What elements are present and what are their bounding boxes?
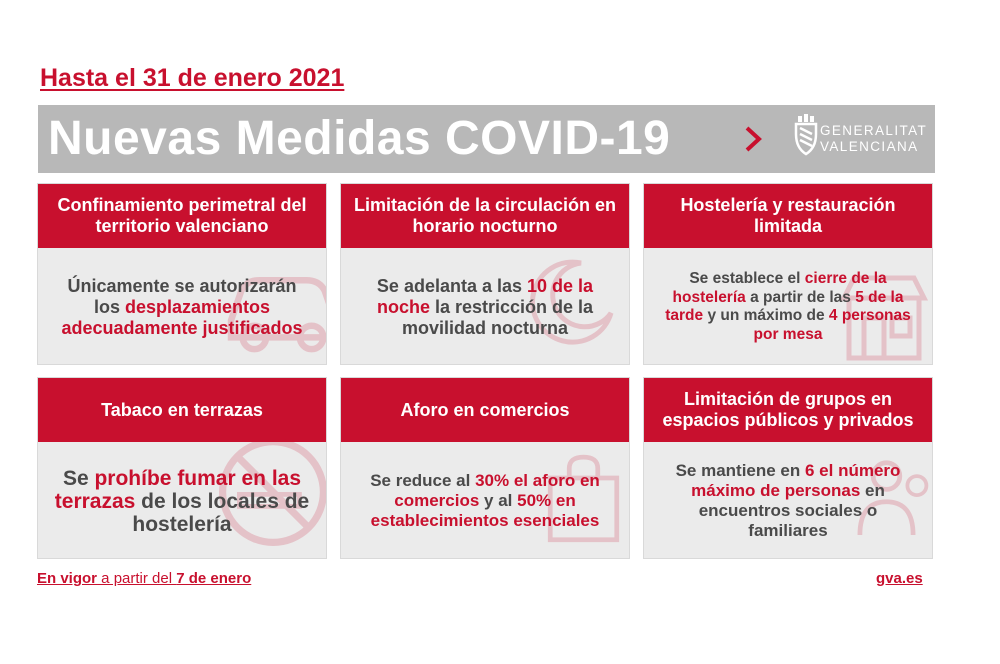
- card-body: [644, 442, 932, 559]
- card-body: [38, 442, 326, 559]
- wordmark-line2: VALENCIANA: [820, 139, 919, 154]
- footer-en-vigor: En vigor: [37, 570, 98, 587]
- card-text: [658, 461, 918, 541]
- card-body: [341, 442, 629, 559]
- card-title: Limitación de la circulación en horario nocturno: [341, 184, 629, 248]
- highlighted-text: 30% el aforo en comercios: [394, 471, 600, 510]
- highlighted-text: prohíbe fumar en las terrazas: [54, 466, 302, 513]
- card-title: Aforo en comercios: [341, 378, 629, 442]
- body-text: Se: [62, 466, 95, 490]
- card-circulacion: [340, 183, 630, 365]
- body-text: la restricción de la movilidad nocturna: [401, 296, 594, 338]
- card-grupos: [643, 377, 933, 559]
- highlighted-text: 4 personas por mesa: [753, 307, 911, 343]
- effective-date-note: [37, 570, 251, 587]
- card-title: Hostelería y restauración limitada: [644, 184, 932, 248]
- card-body: [644, 248, 932, 365]
- card-tabaco: [37, 377, 327, 559]
- validity-date: Hasta el 31 de enero 2021: [40, 64, 345, 92]
- body-text: y un máximo de: [703, 307, 829, 324]
- card-text: [658, 270, 918, 344]
- chevron-right-icon: [741, 125, 765, 153]
- card-title: Tabaco en terrazas: [38, 378, 326, 442]
- body-text: en encuentros sociales o familiares: [698, 481, 885, 540]
- body-text: Se reduce al: [370, 471, 476, 490]
- highlighted-text: cierre de la hostelería: [672, 270, 887, 306]
- highlighted-text: 5 de la tarde: [665, 288, 904, 324]
- card-body: [341, 248, 629, 365]
- footer-connector: a partir del: [97, 570, 177, 587]
- page-title: Nuevas Medidas COVID-19: [48, 112, 671, 165]
- body-text: de los locales de hostelería: [132, 489, 310, 536]
- generalitat-wordmark: [820, 123, 927, 155]
- card-body: [38, 248, 326, 365]
- card-confinamiento: [37, 183, 327, 365]
- body-text: y al: [479, 491, 518, 510]
- highlighted-text: 10 de la noche: [376, 275, 594, 317]
- body-text: Se mantiene en: [675, 461, 805, 480]
- card-text: [52, 276, 312, 339]
- highlighted-text: desplazamientos adecuadamente justificados: [61, 296, 303, 338]
- body-text: Se adelanta a las: [376, 275, 528, 296]
- body-text: a partir de las: [745, 288, 856, 306]
- highlighted-text: 6 el número máximo de personas: [691, 461, 901, 500]
- highlighted-text: 50% en establecimientos esenciales: [370, 491, 600, 530]
- body-text: Se establece el: [689, 270, 805, 287]
- card-title: Confinamiento perimetral del territorio valenciano: [38, 184, 326, 248]
- card-text: [355, 276, 615, 339]
- body-text: Únicamente se autorizarán los: [67, 275, 297, 317]
- title-banner: [38, 105, 935, 173]
- card-aforo: [340, 377, 630, 559]
- card-hosteleria: [643, 183, 933, 365]
- card-title: Limitación de grupos en espacios públicos y privados: [644, 378, 932, 442]
- footer-start-date: 7 de enero: [176, 570, 252, 587]
- card-text: [52, 467, 312, 536]
- wordmark-line1: GENERALITAT: [820, 123, 928, 138]
- gva-website-link[interactable]: gva.es: [876, 570, 923, 587]
- card-text: [355, 471, 615, 531]
